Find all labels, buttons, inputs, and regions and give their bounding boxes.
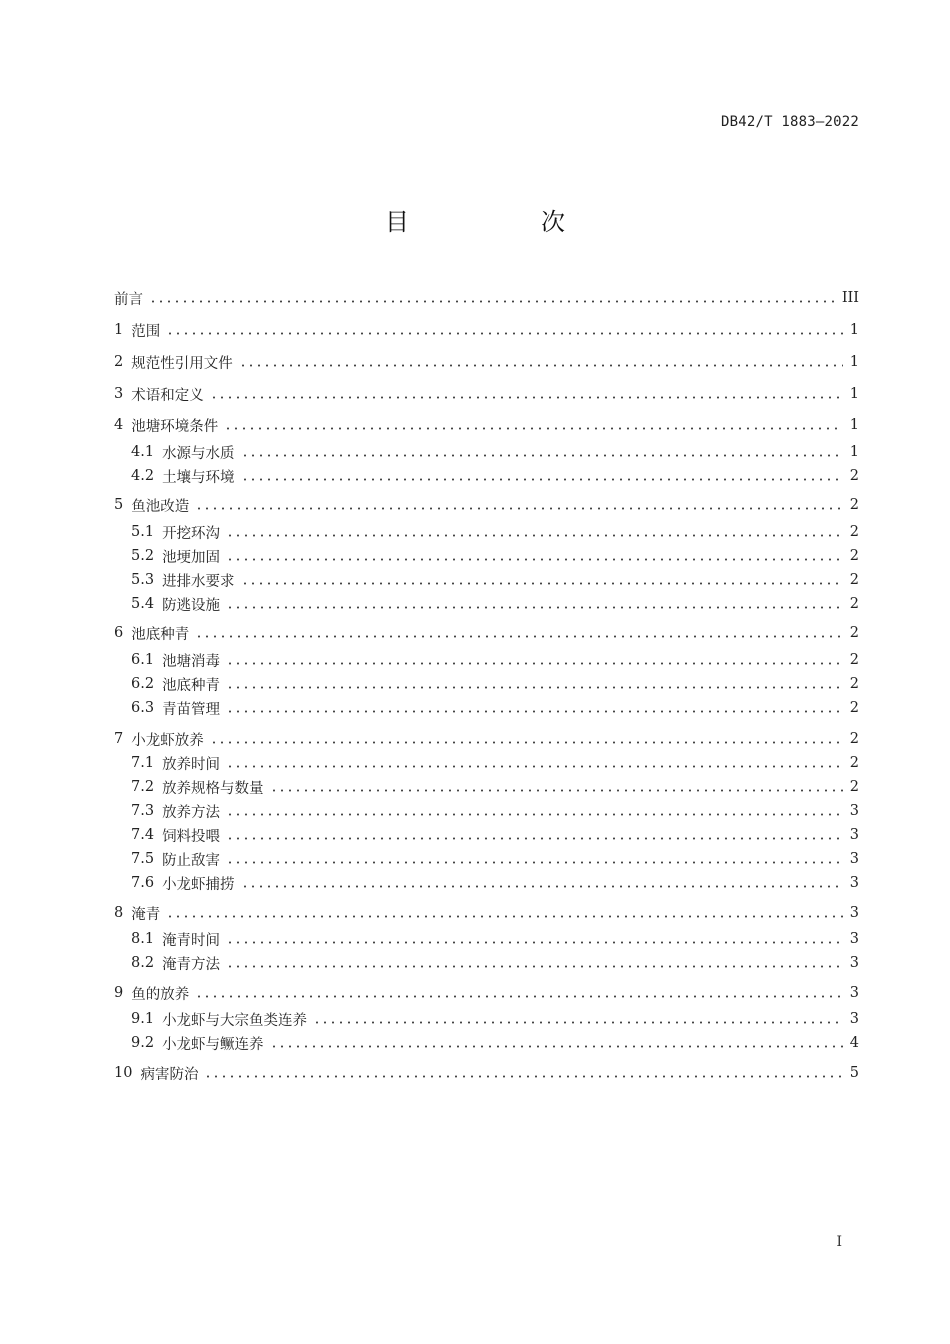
toc-entry-page: 2 [849, 497, 859, 513]
toc-entry-label: 小龙虾捕捞 [162, 876, 235, 893]
toc-entry-number: 7 [114, 731, 124, 747]
toc-entry-page: 3 [849, 955, 859, 971]
toc-dot-leader [149, 300, 836, 303]
toc-entry-number: 5.1 [131, 524, 155, 540]
toc-entry-page: 3 [849, 985, 859, 1001]
toc-entry-number: 5.3 [131, 572, 155, 588]
toc-entry-page: 5 [849, 1065, 859, 1081]
toc-dot-leader [226, 534, 843, 537]
toc-entry[interactable] [114, 383, 859, 405]
toc-entry-page: 3 [849, 803, 859, 819]
toc-entry-page: 4 [849, 1035, 859, 1051]
toc-dot-leader [166, 332, 843, 335]
toc-entry-page: 2 [849, 524, 859, 540]
toc-entry-label: 青苗管理 [162, 701, 221, 718]
toc-entry-number: 6.3 [131, 700, 155, 716]
toc-entry-page: 2 [849, 572, 859, 588]
toc-entry[interactable] [131, 848, 859, 870]
toc-entry-label: 术语和定义 [131, 387, 204, 404]
toc-entry[interactable] [131, 673, 859, 695]
toc-dot-leader [241, 885, 843, 888]
toc-entry-page: 2 [849, 468, 859, 484]
toc-entry-label: 土壤与环境 [162, 469, 235, 486]
toc-entry-page: 1 [849, 354, 859, 370]
toc-entry-number: 4.1 [131, 444, 155, 460]
toc-entry[interactable] [131, 649, 859, 671]
toc-entry[interactable] [114, 319, 859, 341]
toc-dot-leader [226, 941, 843, 944]
toc-entry-number: 7.3 [131, 803, 155, 819]
toc-entry-page: 2 [849, 779, 859, 795]
toc-dot-leader [195, 507, 843, 510]
toc-entry-page: 3 [849, 905, 859, 921]
toc-entry-label: 水源与水质 [162, 445, 235, 462]
toc-entry-number: 5.4 [131, 596, 155, 612]
toc-entry-label: 池埂加固 [162, 549, 221, 566]
toc-entry-label: 放养规格与数量 [162, 780, 264, 797]
toc-dot-leader [226, 765, 843, 768]
toc-entry-page: 2 [849, 596, 859, 612]
toc-entry-label: 淹青 [131, 906, 161, 923]
toc-entry-number: 6 [114, 625, 124, 641]
toc-entry-page: 2 [849, 548, 859, 564]
toc-entry-label: 池塘消毒 [162, 653, 221, 670]
toc-entry-page: 1 [849, 444, 859, 460]
toc-entry-label: 鱼池改造 [131, 498, 190, 515]
toc-entry-label: 放养方法 [162, 804, 221, 821]
toc-entry-number: 4.2 [131, 468, 155, 484]
toc-dot-leader [313, 1021, 843, 1024]
toc-dot-leader [239, 364, 843, 367]
toc-entry-page: III [841, 290, 859, 306]
toc-entry-label: 池塘环境条件 [131, 418, 219, 435]
toc-dot-leader [270, 1045, 843, 1048]
toc-entry-number: 10 [114, 1065, 133, 1081]
toc-entry-page: 3 [849, 875, 859, 891]
toc-dot-leader [226, 662, 843, 665]
toc-entry-label: 饲料投喂 [162, 828, 221, 845]
toc-entry-page: 1 [849, 386, 859, 402]
toc-entry-number: 9.2 [131, 1035, 155, 1051]
toc-dot-leader [241, 582, 843, 585]
toc-entry-label: 小龙虾与大宗鱼类连养 [162, 1012, 308, 1029]
toc-dot-leader [224, 427, 843, 430]
toc-entry-page: 2 [849, 625, 859, 641]
toc-dot-leader [195, 995, 843, 998]
toc-entry[interactable] [131, 952, 859, 974]
toc-entry-number: 6.2 [131, 676, 155, 692]
toc-dot-leader [226, 686, 843, 689]
toc-entry[interactable] [131, 521, 859, 543]
toc-entry-number: 5.2 [131, 548, 155, 564]
page-title: 目 次 [385, 208, 619, 236]
toc-entry[interactable] [131, 752, 859, 774]
toc-entry[interactable] [131, 800, 859, 822]
toc-entry-number: 5 [114, 497, 124, 513]
toc-entry-label: 防逃设施 [162, 597, 221, 614]
toc-entry-page: 3 [849, 931, 859, 947]
toc-entry-label: 规范性引用文件 [131, 355, 233, 372]
toc-entry[interactable] [114, 982, 859, 1004]
toc-entry-page: 3 [849, 851, 859, 867]
toc-entry-label: 小龙虾放养 [131, 732, 204, 749]
toc-dot-leader [195, 635, 843, 638]
toc-entry-number: 8.2 [131, 955, 155, 971]
document-code: DB42/T 1883—2022 [720, 114, 859, 130]
toc-entry-number: 9.1 [131, 1011, 155, 1027]
toc-entry[interactable] [131, 441, 859, 463]
toc-entry-number: 7.2 [131, 779, 155, 795]
toc-entry-number: 4 [114, 417, 124, 433]
toc-entry-page: 3 [849, 1011, 859, 1027]
toc-entry-number: 7.4 [131, 827, 155, 843]
toc-entry-label: 前言 [114, 291, 143, 308]
toc-entry-label: 小龙虾与鳜连养 [162, 1036, 264, 1053]
toc-dot-leader [226, 813, 843, 816]
toc-entry[interactable] [114, 351, 859, 373]
toc-entry-label: 淹青方法 [162, 956, 221, 973]
toc-entry[interactable] [131, 697, 859, 719]
toc-dot-leader [226, 861, 843, 864]
toc-entry[interactable] [114, 902, 859, 924]
toc-dot-leader [241, 454, 843, 457]
toc-dot-leader [241, 478, 843, 481]
toc-entry-label: 池底种青 [162, 677, 221, 694]
toc-entry-number: 8.1 [131, 931, 155, 947]
toc-dot-leader [210, 396, 843, 399]
toc-entry-label: 病害防治 [140, 1066, 199, 1083]
toc-entry[interactable] [131, 928, 859, 950]
toc-entry-page: 2 [849, 731, 859, 747]
toc-dot-leader [210, 741, 843, 744]
toc-entry[interactable] [131, 1008, 859, 1030]
toc-dot-leader [226, 837, 843, 840]
toc-entry-label: 鱼的放养 [131, 986, 190, 1003]
toc-entry[interactable] [114, 1062, 859, 1084]
toc-entry[interactable] [114, 287, 859, 309]
toc-entry-page: 2 [849, 755, 859, 771]
toc-entry[interactable] [131, 872, 859, 894]
toc-dot-leader [226, 965, 843, 968]
toc-entry-page: 3 [849, 827, 859, 843]
toc-dot-leader [226, 558, 843, 561]
toc-entry-page: 2 [849, 652, 859, 668]
toc-entry-number: 8 [114, 905, 124, 921]
toc-dot-leader [166, 915, 843, 918]
page-number: I [836, 1234, 842, 1250]
toc-entry[interactable] [114, 414, 859, 436]
toc-entry-label: 范围 [131, 323, 161, 340]
toc-entry[interactable] [131, 569, 859, 591]
toc-entry-number: 9 [114, 985, 124, 1001]
toc-dot-leader [270, 789, 843, 792]
toc-entry-page: 1 [849, 417, 859, 433]
toc-entry[interactable] [114, 622, 859, 644]
toc-entry-number: 1 [114, 322, 124, 338]
toc-entry-number: 7.5 [131, 851, 155, 867]
toc-entry-label: 防止敌害 [162, 852, 221, 869]
toc-entry-label: 放养时间 [162, 756, 221, 773]
toc-dot-leader [204, 1075, 843, 1078]
toc-entry[interactable] [114, 494, 859, 516]
toc-entry-label: 池底种青 [131, 626, 190, 643]
toc-entry-number: 2 [114, 354, 124, 370]
toc-dot-leader [226, 710, 843, 713]
toc-entry-page: 2 [849, 700, 859, 716]
toc-entry-label: 开挖环沟 [162, 525, 221, 542]
toc-entry-label: 淹青时间 [162, 932, 221, 949]
toc-entry-number: 3 [114, 386, 124, 402]
toc-entry[interactable] [131, 776, 859, 798]
toc-entry[interactable] [114, 728, 859, 750]
toc-entry-number: 7.1 [131, 755, 155, 771]
toc-dot-leader [226, 606, 843, 609]
toc-entry[interactable] [131, 824, 859, 846]
toc-entry[interactable] [131, 545, 859, 567]
toc-entry-number: 6.1 [131, 652, 155, 668]
toc-entry-page: 2 [849, 676, 859, 692]
toc-entry[interactable] [131, 465, 859, 487]
toc-entry-page: 1 [849, 322, 859, 338]
toc-entry[interactable] [131, 1032, 859, 1054]
toc-entry[interactable] [131, 593, 859, 615]
toc-entry-label: 进排水要求 [162, 573, 235, 590]
toc-entry-number: 7.6 [131, 875, 155, 891]
